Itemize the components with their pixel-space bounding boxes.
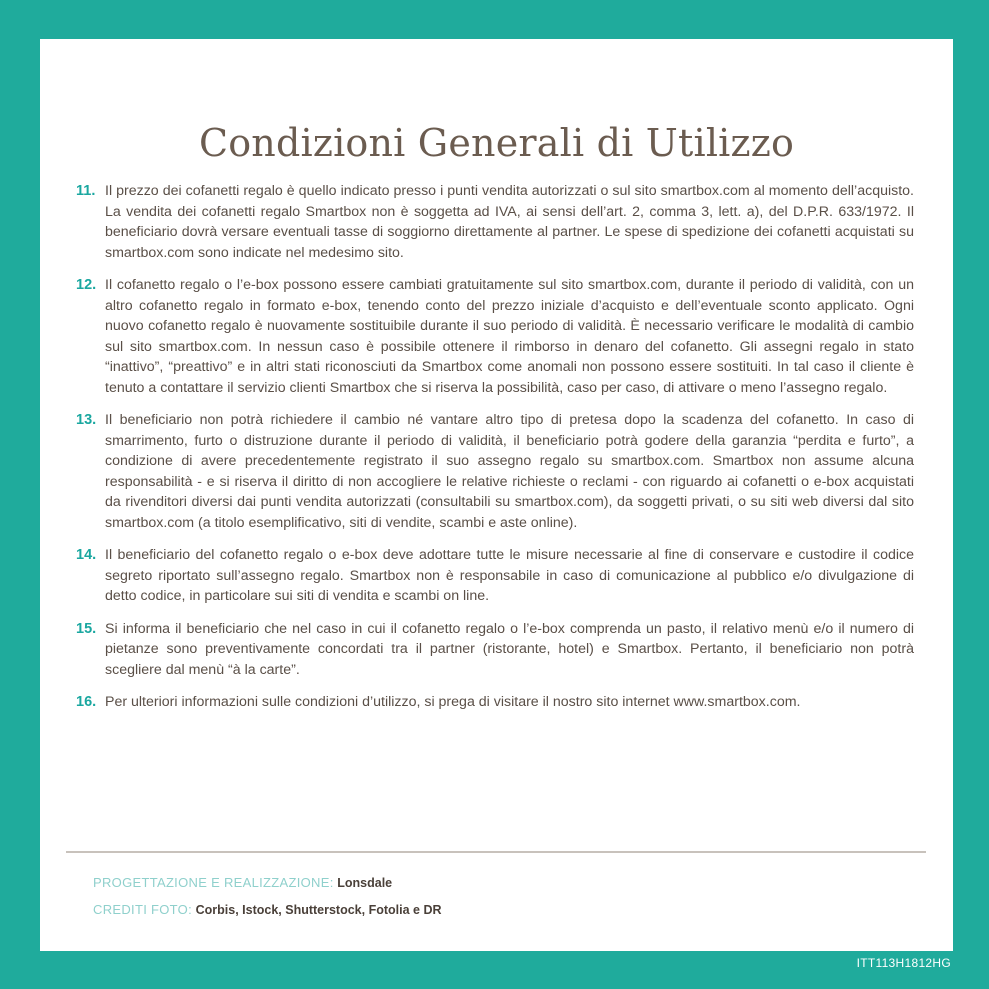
term-number: 16. bbox=[76, 694, 97, 710]
design-credit-label: PROGETTAZIONE E REALIZZAZIONE: bbox=[93, 875, 334, 890]
term-item-15 bbox=[76, 619, 914, 681]
design-credit-value: Lonsdale bbox=[337, 876, 393, 890]
term-text: Per ulteriori informazioni sulle condizioni d’utilizzo, si prega di visitare il nostro sito internet www.smartbox.com. bbox=[105, 694, 801, 710]
page-title: Condizioni Generali di Utilizzo bbox=[198, 121, 795, 165]
term-number: 15. bbox=[76, 620, 97, 637]
credits-block bbox=[93, 875, 442, 929]
term-text: Il prezzo dei cofanetti regalo è quello indicato presso i punti vendita autorizzati o sul sito smartbox.com al momento dell’acquisto. La vendita dei cofanetti regalo Smartbox non è soggetta ad IVA, ai sensi dell’art. 2, comma 3, lett. a), del D.P.R. 633/1972. Il beneficiario dovrà versare eventuali tasse di soggiorno direttamente al partner. Le spese di spedizione dei cofanetti acquistati su smartbox.com sono indicate nel medesimo sito. bbox=[105, 183, 914, 261]
terms-list bbox=[76, 181, 914, 725]
term-number: 13. bbox=[76, 412, 97, 428]
term-text: Il beneficiario non potrà richiedere il cambio né vantare altro tipo di pretesa dopo la scadenza del cofanetto. In caso di smarrimento, furto o distruzione durante il periodo di validità, il beneficiario potrà godere della garanzia “perdita e furto”, a condizione di avere precedentemente registrato il suo assegno regalo su smartbox.com. Smartbox non assume alcuna responsabilità - e si riserva il diritto di non accogliere le relative richieste o reclami - con riguardo ai cofanetti o e-box acquistati da rivenditori diversi dai punti vendita autorizzati (consultabili su smartbox.com), da soggetti privati, o su siti web diversi dal sito smartbox.com (a titolo esemplificativo, siti di vendite, scambi e aste online). bbox=[105, 412, 914, 531]
design-credit bbox=[93, 875, 442, 890]
term-text: Il beneficiario del cofanetto regalo o e-box deve adottare tutte le misure necessarie al fine di conservare e custodire il codice segreto riportato sull’assegno regalo. Smartbox non è responsabile in caso di comunicazione al pubblico e/o divulgazione di detto codice, in particolare sui siti di vendita e scambi on line. bbox=[105, 547, 914, 604]
photo-credit-label: CREDITI FOTO: bbox=[93, 902, 192, 917]
term-item-16 bbox=[76, 692, 914, 713]
conditions-card bbox=[40, 39, 953, 951]
photo-credit-value: Corbis, Istock, Shutterstock, Fotolia e DR bbox=[195, 903, 442, 917]
footer-divider bbox=[66, 851, 926, 853]
term-number: 12. bbox=[76, 277, 97, 293]
term-text: Si informa il beneficiario che nel caso in cui il cofanetto regalo o l’e-box comprenda un pasto, il relativo menù e/o il numero di pietanze sono preventivamente concordati tra il partner (ristorante, hotel) e Smartbox. Pertanto, il beneficiario non potrà scegliere dal menù “à la carte”. bbox=[105, 620, 914, 678]
term-item-14 bbox=[76, 545, 914, 607]
term-item-12 bbox=[76, 275, 914, 398]
term-item-13 bbox=[76, 410, 914, 533]
term-item-11 bbox=[76, 181, 914, 263]
photo-credit bbox=[93, 902, 442, 917]
term-number: 14. bbox=[76, 547, 97, 563]
product-code: ITT113H1812HG bbox=[856, 956, 951, 970]
term-text: Il cofanetto regalo o l’e-box possono essere cambiati gratuitamente sul sito smartbox.com, durante il periodo di validità, con un altro cofanetto regalo in formato e-box, tenendo conto del prezzo iniziale d’acquisto e dell’eventuale sconto applicato. Ogni nuovo cofanetto regalo è nuovamente sostituibile durante il suo periodo di validità. È necessario verificare le modalità di cambio sul sito smartbox.com. In nessun caso è possibile ottenere il rimborso in denaro del cofanetto. Gli assegni regalo in stato “inattivo”, “preattivo” e in altri stati riconosciuti da Smartbox come anomali non possono essere sostituiti. In tal caso il cliente è tenuto a contattare il servizio clienti Smartbox che si riserva la possibilità, caso per caso, di attivare o meno l’assegno regalo. bbox=[105, 277, 914, 396]
term-number: 11. bbox=[76, 183, 96, 199]
